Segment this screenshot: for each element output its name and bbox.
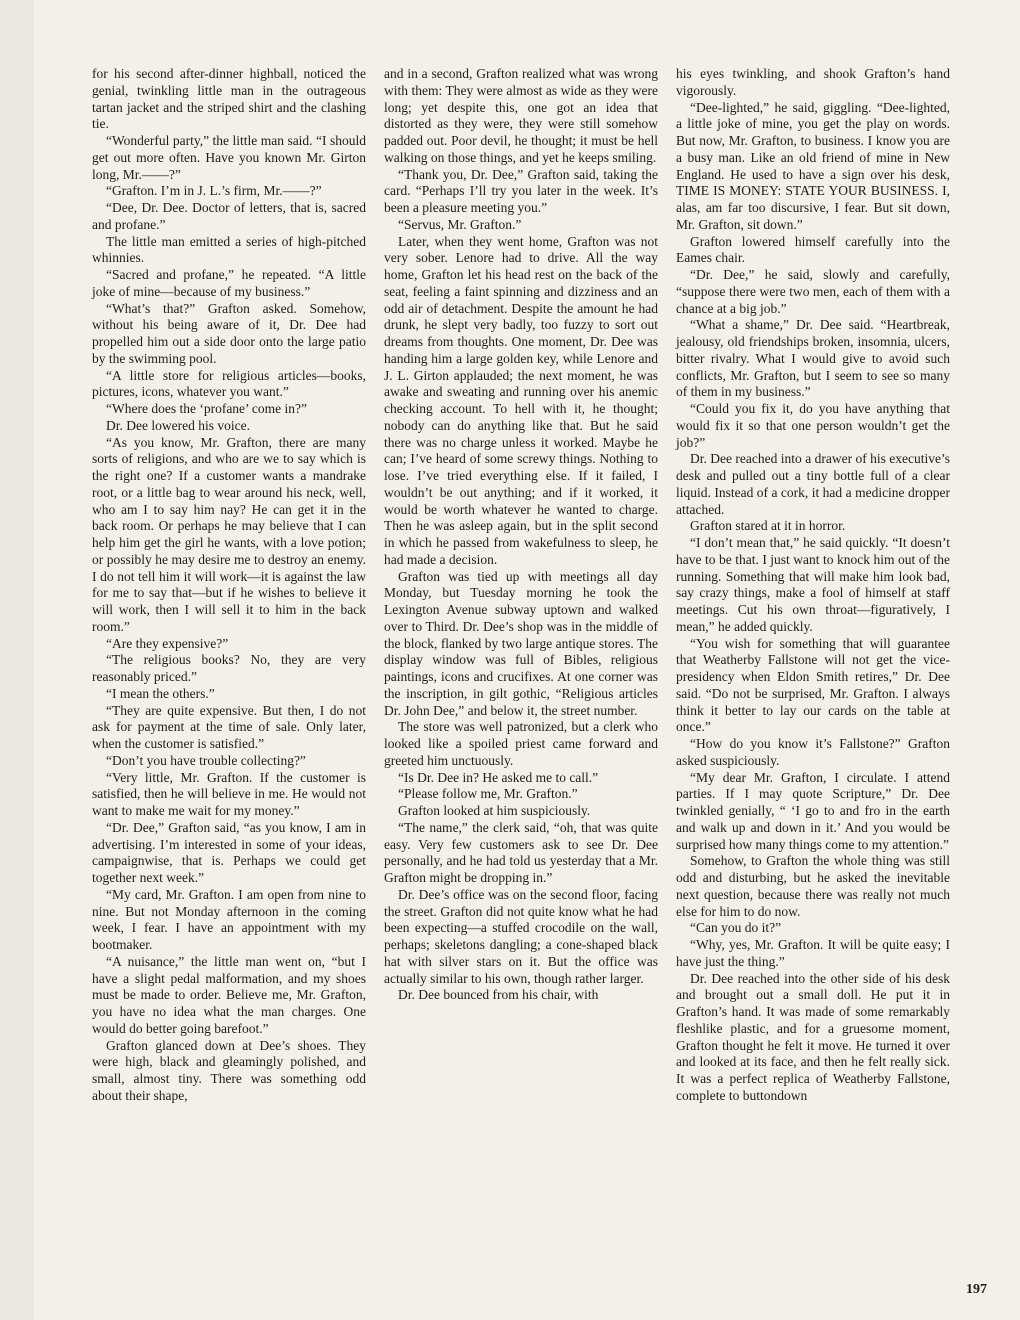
column-1: [92, 66, 366, 1105]
paragraph: “What’s that?” Grafton asked. Somehow, without his being aware of it, Dr. Dee had propelled him out a side door onto the large patio by the swimming pool.: [92, 300, 366, 366]
paragraph: Somehow, to Grafton the whole thing was still odd and disturbing, but he asked the inevitable next question, because there was really not much else for him to do now.: [676, 853, 950, 919]
paragraph: “Dee-lighted,” he said, giggling. “Dee-lighted, a little joke of mine, you get the play on words. But now, Mr. Grafton, to business. I know you are a busy man. Like an old friend of mine in New England. He used to have a sign over his desk, TIME IS MONEY: STATE YOUR BUSINESS. I, alas, am far too discursive, I fear. But sit down, Mr. Grafton, sit down.”: [676, 99, 950, 232]
paragraph: “They are quite expensive. But then, I do not ask for payment at the time of sale. Only later, when the customer is satisfied.”: [92, 702, 366, 751]
paragraph: “Is Dr. Dee in? He asked me to call.”: [398, 769, 599, 785]
paragraph: “Dr. Dee,” Grafton said, “as you know, I am in advertising. I’m interested in some of your ideas, campaignwise, that is. Perhaps we could get together next week.”: [92, 819, 366, 885]
paragraph: Dr. Dee bounced from his chair, with: [398, 987, 599, 1003]
page-gutter-shadow: [0, 0, 34, 1320]
paragraph: Dr. Dee lowered his voice.: [106, 417, 250, 433]
paragraph: Later, when they went home, Grafton was not very sober. Lenore had to drive. All the way home, Grafton let his head rest on the back of the seat, feeling a faint spinning and dizziness and an odd air of detachment. Despite the amount he had drunk, he slept very badly, too fuzzy to sort out dreams from thoughts. One moment, Dr. Dee was handing him a large golden key, while Lenore and J. L. Girton applauded; the next moment, he was awake and sweating and running over his anemic checking account. To hell with it, he thought; nobody can do anything like that. But he said there was no charge unless it worked. Maybe he can; I’ve heard of some screwy things. Nothing to lose. I’ve tried everything else. If it failed, I wouldn’t be out anything; and if it worked, it would be worth whatever he wanted to charge. Then he was asleep again, but in the split second in which he passed from wakefulness to sleep, he had made a decision.: [384, 233, 658, 567]
paragraph: “The name,” the clerk said, “oh, that was quite easy. Very few customers ask to see Dr. Dee personally, and he had told us yesterday that a Mr. Grafton might be dropping in.”: [384, 819, 658, 885]
paragraph: “Grafton. I’m in J. L.’s firm, Mr.——?”: [106, 183, 322, 199]
paragraph: “My card, Mr. Grafton. I am open from nine to nine. But not Monday afternoon in the coming week, I fear. I have an appointment with my bootmaker.: [92, 886, 366, 952]
paragraph: “Very little, Mr. Grafton. If the customer is satisfied, then he will believe in me. He would not want to make me wait for my money.”: [92, 769, 366, 818]
paragraph: “Servus, Mr. Grafton.”: [398, 216, 522, 232]
paragraph: “Dr. Dee,” he said, slowly and carefully, “suppose there were two men, each of them with a chance at a big job.”: [676, 267, 950, 316]
page-number: 197: [966, 1282, 987, 1297]
paragraph: “Please follow me, Mr. Grafton.”: [398, 786, 578, 802]
paragraph: “Sacred and profane,” he repeated. “A little joke of mine—because of my business.”: [92, 267, 366, 299]
paragraph: “Could you fix it, do you have anything that would fix it so that one person wouldn’t get the job?”: [676, 401, 950, 450]
paragraph: “A little store for religious articles—books, pictures, icons, whatever you want.”: [92, 367, 366, 400]
paragraph: “Don’t you have trouble collecting?”: [106, 752, 306, 768]
paragraph: “How do you know it’s Fallstone?” Grafton asked suspiciously.: [676, 736, 950, 768]
paragraph: Grafton looked at him suspiciously.: [398, 803, 591, 818]
paragraph: “As you know, Mr. Grafton, there are many sorts of religions, and who are we to say which is the right one? If a customer wants a mandrake root, or a little bag to wear around his neck, well, who am I to say him nay? He can get it in the back room. Or perhaps he may believe that I can help him get the girl he wants, with a love potion; or possibly he may desire me to destroy an enemy. I do not tell him it will work—it is against the law for me to say that—but if he wishes to believe it will work, then I will sell it to him in the back room.”: [92, 434, 366, 634]
paragraph: “Where does the ‘profane’ come in?”: [106, 401, 308, 416]
paragraph: Grafton glanced down at Dee’s shoes. They were high, black and gleamingly polished, and small, almost tiny. There was something odd about their shape,: [92, 1037, 366, 1103]
paragraph: “Can you do it?”: [690, 920, 782, 936]
paragraph: “You wish for something that will guarantee that Weatherby Fallstone will not get the vice-presidency when Eldon Smith retires,” Dr. Dee said. “Do not be surprised, Mr. Grafton. I always think it better to lay our cards on the table at once.”: [676, 635, 950, 735]
paragraph: Dr. Dee reached into a drawer of his executive’s desk and pulled out a tiny bottle full of a clear liquid. Instead of a cork, it had a medicine dropper attached.: [676, 451, 950, 517]
paragraph: “Why, yes, Mr. Grafton. It will be quite easy; I have just the thing.”: [676, 937, 950, 969]
paragraph: The store was well patronized, but a clerk who looked like a spoiled priest came forward and greeted him unctuously.: [384, 719, 658, 768]
paragraph: Dr. Dee’s office was on the second floor, facing the street. Grafton did not quite know what he had been expecting—a stuffed crocodile on the wall, perhaps; skeletons dangling; a cone-shaped black hat with silver stars on it. But the office was actually similar to his own, though rather larger.: [384, 886, 658, 986]
column-2: [384, 66, 658, 1105]
column-3: [676, 66, 950, 1105]
paragraph: “Dee, Dr. Dee. Doctor of letters, that is, sacred and profane.”: [92, 200, 366, 232]
paragraph: “Are they expensive?”: [106, 635, 229, 651]
paragraph: for his second after-dinner highball, noticed the genial, twinkling little man in the outrageous tartan jacket and the striped shirt and the clashing tie.: [92, 66, 366, 132]
paragraph: “My dear Mr. Grafton, I circulate. I attend parties. If I may quote Scripture,” Dr. Dee twinkled genially, “ ‘I go to and fro in the earth and walk up and down in it.’ And you would be surprised how many things come to my attention.”: [676, 769, 950, 852]
paragraph: The little man emitted a series of high-pitched whinnies.: [92, 233, 366, 266]
paragraph: “I don’t mean that,” he said quickly. “It doesn’t have to be that. I just want to knock him out of the running. Something that will make him look bad, say crazy things, make a fool of himself at staff meetings. Cut his own throat—figuratively, I mean,” he added quickly.: [676, 535, 950, 634]
paragraph: Grafton was tied up with meetings all day Monday, but Tuesday morning he took the Lexington Avenue subway uptown and walked over to Third. Dr. Dee’s shop was in the middle of the block, flanked by two large antique stores. The display window was full of Bibles, religious paintings, icons and crucifixes. At one corner was the inscription, in gilt gothic, “Religious articles Dr. John Dee,” and below it, the street number.: [384, 568, 658, 718]
paragraph: “The religious books? No, they are very reasonably priced.”: [92, 652, 366, 684]
paragraph: “Wonderful party,” the little man said. “I should get out more often. Have you known Mr. Girton long, Mr.——?”: [92, 133, 366, 182]
paragraph: “I mean the others.”: [106, 685, 215, 701]
paragraph: his eyes twinkling, and shook Grafton’s hand vigorously.: [676, 66, 950, 98]
text-columns: [92, 66, 950, 1105]
paragraph: Dr. Dee reached into the other side of his desk and brought out a small doll. He put it in Grafton’s hand. It was made of some remarkably fleshlike plastic, and for a gruesome moment, Grafton thought he felt it move. He turned it over and looked at its face, and then he felt really sick. It was a perfect replica of Weatherby Fallstone, complete to buttondown: [676, 970, 950, 1103]
paragraph: “What a shame,” Dr. Dee said. “Heartbreak, jealousy, old friendships broken, insomnia, ulcers, bitter rivalry. What I would give to avoid such conflicts, Mr. Grafton, but I seem to see so many of them in my business.”: [676, 317, 950, 400]
paragraph: “A nuisance,” the little man went on, “but I have a slight pedal malformation, and my shoes must be made to order. Believe me, Mr. Grafton, you have no idea what the man charges. One would do better going barefoot.”: [92, 953, 366, 1036]
paragraph: Grafton stared at it in horror.: [690, 518, 846, 534]
paragraph: and in a second, Grafton realized what was wrong with them: They were almost as wide as they were long; yet despite this, one got an idea that distorted as they were, they were still somehow padded out. Poor devil, he thought; it must be hell walking on those things, and yet he keeps smiling.: [384, 66, 658, 165]
paragraph: Grafton lowered himself carefully into the Eames chair.: [676, 233, 950, 266]
paragraph: “Thank you, Dr. Dee,” Grafton said, taking the card. “Perhaps I’ll try you later in the week. It’s been a pleasure meeting you.”: [384, 166, 658, 215]
